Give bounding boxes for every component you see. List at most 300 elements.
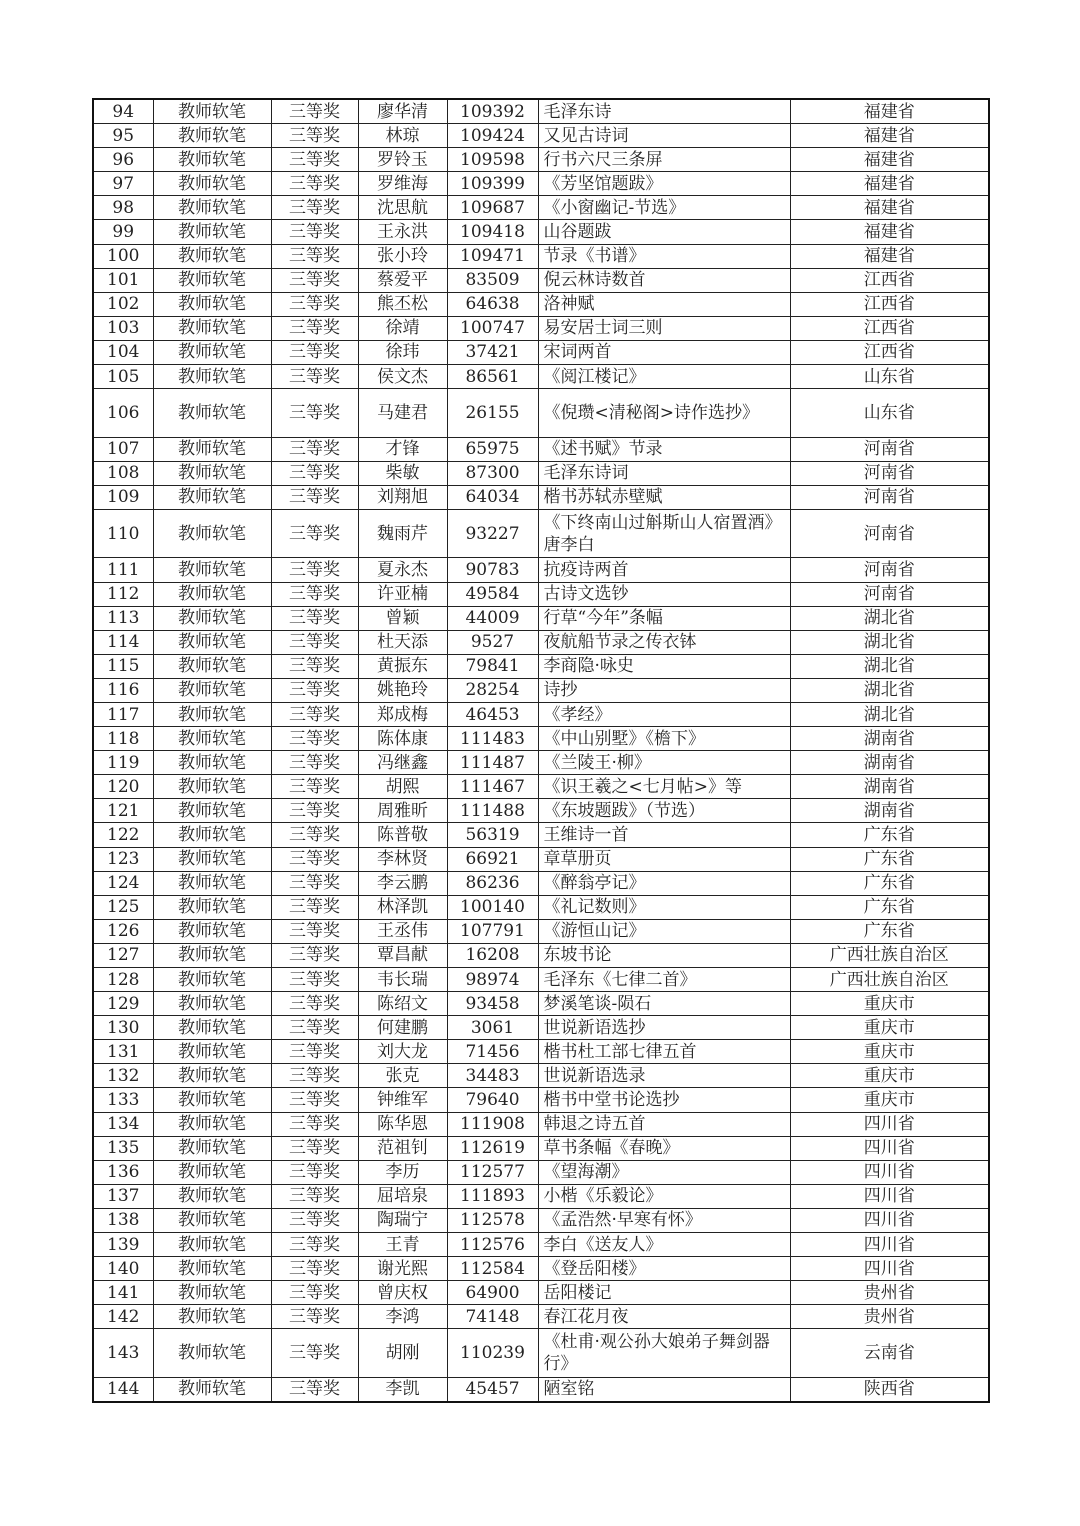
work-title-cell: 《孝经》 <box>538 702 790 726</box>
row-number-cell: 115 <box>93 654 153 678</box>
author-name-cell: 杜天添 <box>358 630 447 654</box>
entry-id-cell: 71456 <box>447 1040 538 1064</box>
entry-id-cell: 66921 <box>447 847 538 871</box>
entry-id-cell: 74148 <box>447 1305 538 1329</box>
work-title-cell: 山谷题跋 <box>538 220 790 244</box>
row-number-cell: 97 <box>93 172 153 196</box>
work-title-cell: 《望海潮》 <box>538 1160 790 1184</box>
entry-id-cell: 64638 <box>447 292 538 316</box>
entry-id-cell: 111893 <box>447 1184 538 1208</box>
category-cell: 教师软笔 <box>153 196 271 220</box>
entry-id-cell: 100140 <box>447 895 538 919</box>
author-name-cell: 黄振东 <box>358 654 447 678</box>
province-cell: 河南省 <box>790 558 989 582</box>
entry-id-cell: 64034 <box>447 485 538 509</box>
province-cell: 广东省 <box>790 823 989 847</box>
category-cell: 教师软笔 <box>153 775 271 799</box>
award-level-cell: 三等奖 <box>271 220 358 244</box>
province-cell: 贵州省 <box>790 1281 989 1305</box>
entry-id-cell: 109598 <box>447 148 538 172</box>
work-title-cell: 韩退之诗五首 <box>538 1112 790 1136</box>
work-title-cell: 易安居士词三则 <box>538 316 790 340</box>
author-name-cell: 王永洪 <box>358 220 447 244</box>
province-cell: 广东省 <box>790 847 989 871</box>
row-number-cell: 128 <box>93 968 153 992</box>
province-cell: 四川省 <box>790 1136 989 1160</box>
row-number-cell: 140 <box>93 1257 153 1281</box>
table-row <box>93 389 989 438</box>
table-row <box>93 1064 989 1088</box>
province-cell: 湖南省 <box>790 775 989 799</box>
award-level-cell: 三等奖 <box>271 895 358 919</box>
row-number-cell: 119 <box>93 751 153 775</box>
author-name-cell: 魏雨芹 <box>358 509 447 558</box>
table-row <box>93 727 989 751</box>
award-level-cell: 三等奖 <box>271 558 358 582</box>
author-name-cell: 冯继鑫 <box>358 751 447 775</box>
entry-id-cell: 93458 <box>447 992 538 1016</box>
row-number-cell: 107 <box>93 437 153 461</box>
row-number-cell: 98 <box>93 196 153 220</box>
province-cell: 山东省 <box>790 365 989 389</box>
award-level-cell: 三等奖 <box>271 316 358 340</box>
category-cell: 教师软笔 <box>153 509 271 558</box>
entry-id-cell: 111483 <box>447 727 538 751</box>
category-cell: 教师软笔 <box>153 268 271 292</box>
table-row <box>93 847 989 871</box>
table-row <box>93 1160 989 1184</box>
work-title-cell: 陋室铭 <box>538 1377 790 1402</box>
category-cell: 教师软笔 <box>153 124 271 148</box>
author-name-cell: 马建君 <box>358 389 447 438</box>
row-number-cell: 142 <box>93 1305 153 1329</box>
author-name-cell: 侯文杰 <box>358 365 447 389</box>
category-cell: 教师软笔 <box>153 1233 271 1257</box>
province-cell: 福建省 <box>790 244 989 268</box>
table-row <box>93 1377 989 1402</box>
table-row <box>93 1136 989 1160</box>
entry-id-cell: 83509 <box>447 268 538 292</box>
row-number-cell: 130 <box>93 1016 153 1040</box>
award-level-cell: 三等奖 <box>271 654 358 678</box>
category-cell: 教师软笔 <box>153 1016 271 1040</box>
province-cell: 广东省 <box>790 895 989 919</box>
author-name-cell: 张小玲 <box>358 244 447 268</box>
entry-id-cell: 37421 <box>447 340 538 364</box>
row-number-cell: 138 <box>93 1208 153 1232</box>
entry-id-cell: 109471 <box>447 244 538 268</box>
category-cell: 教师软笔 <box>153 1305 271 1329</box>
entry-id-cell: 112584 <box>447 1257 538 1281</box>
work-title-cell: 李白《送友人》 <box>538 1233 790 1257</box>
row-number-cell: 121 <box>93 799 153 823</box>
row-number-cell: 136 <box>93 1160 153 1184</box>
entry-id-cell: 98974 <box>447 968 538 992</box>
table-row <box>93 871 989 895</box>
category-cell: 教师软笔 <box>153 316 271 340</box>
work-title-cell: 《芳坚馆题跋》 <box>538 172 790 196</box>
province-cell: 云南省 <box>790 1329 989 1378</box>
work-title-cell: 《识王羲之<七月帖>》等 <box>538 775 790 799</box>
work-title-cell: 《中山别墅》《檐下》 <box>538 727 790 751</box>
table-row <box>93 316 989 340</box>
table-row <box>93 99 989 124</box>
entry-id-cell: 112576 <box>447 1233 538 1257</box>
row-number-cell: 111 <box>93 558 153 582</box>
table-row <box>93 558 989 582</box>
table-row <box>93 461 989 485</box>
entry-id-cell: 111467 <box>447 775 538 799</box>
table-row <box>93 775 989 799</box>
table-row <box>93 992 989 1016</box>
table-row <box>93 1305 989 1329</box>
row-number-cell: 125 <box>93 895 153 919</box>
row-number-cell: 112 <box>93 582 153 606</box>
category-cell: 教师软笔 <box>153 678 271 702</box>
award-level-cell: 三等奖 <box>271 678 358 702</box>
province-cell: 河南省 <box>790 582 989 606</box>
work-title-cell: 梦溪笔谈-陨石 <box>538 992 790 1016</box>
work-title-cell: 夜航船节录之传衣钵 <box>538 630 790 654</box>
author-name-cell: 罗维海 <box>358 172 447 196</box>
table-row <box>93 895 989 919</box>
table-row <box>93 1040 989 1064</box>
work-title-cell: 《礼记数则》 <box>538 895 790 919</box>
entry-id-cell: 79841 <box>447 654 538 678</box>
work-title-cell: 《下终南山过斛斯山人宿置酒》唐李白 <box>538 509 790 558</box>
work-title-cell: 岳阳楼记 <box>538 1281 790 1305</box>
table-row <box>93 1281 989 1305</box>
category-cell: 教师软笔 <box>153 365 271 389</box>
category-cell: 教师软笔 <box>153 1281 271 1305</box>
row-number-cell: 94 <box>93 99 153 124</box>
award-level-cell: 三等奖 <box>271 1136 358 1160</box>
table-row <box>93 678 989 702</box>
author-name-cell: 沈思航 <box>358 196 447 220</box>
row-number-cell: 114 <box>93 630 153 654</box>
row-number-cell: 132 <box>93 1064 153 1088</box>
work-title-cell: 《杜甫·观公孙大娘弟子舞剑器行》 <box>538 1329 790 1378</box>
work-title-cell: 楷书中堂书论选抄 <box>538 1088 790 1112</box>
award-level-cell: 三等奖 <box>271 1377 358 1402</box>
award-level-cell: 三等奖 <box>271 1088 358 1112</box>
entry-id-cell: 86236 <box>447 871 538 895</box>
province-cell: 四川省 <box>790 1257 989 1281</box>
author-name-cell: 李云鹏 <box>358 871 447 895</box>
author-name-cell: 许亚楠 <box>358 582 447 606</box>
category-cell: 教师软笔 <box>153 148 271 172</box>
table-row <box>93 1208 989 1232</box>
author-name-cell: 李林贤 <box>358 847 447 871</box>
province-cell: 重庆市 <box>790 1016 989 1040</box>
province-cell: 江西省 <box>790 316 989 340</box>
author-name-cell: 曾颖 <box>358 606 447 630</box>
award-level-cell: 三等奖 <box>271 340 358 364</box>
row-number-cell: 123 <box>93 847 153 871</box>
row-number-cell: 99 <box>93 220 153 244</box>
table-row <box>93 1016 989 1040</box>
entry-id-cell: 93227 <box>447 509 538 558</box>
award-level-cell: 三等奖 <box>271 1281 358 1305</box>
province-cell: 山东省 <box>790 389 989 438</box>
award-level-cell: 三等奖 <box>271 968 358 992</box>
author-name-cell: 林琼 <box>358 124 447 148</box>
province-cell: 河南省 <box>790 485 989 509</box>
entry-id-cell: 65975 <box>447 437 538 461</box>
entry-id-cell: 46453 <box>447 702 538 726</box>
award-level-cell: 三等奖 <box>271 1208 358 1232</box>
author-name-cell: 柴敏 <box>358 461 447 485</box>
province-cell: 河南省 <box>790 509 989 558</box>
author-name-cell: 徐玮 <box>358 340 447 364</box>
work-title-cell: 李商隐·咏史 <box>538 654 790 678</box>
row-number-cell: 113 <box>93 606 153 630</box>
province-cell: 广东省 <box>790 919 989 943</box>
province-cell: 重庆市 <box>790 1088 989 1112</box>
author-name-cell: 何建鹏 <box>358 1016 447 1040</box>
award-level-cell: 三等奖 <box>271 244 358 268</box>
row-number-cell: 134 <box>93 1112 153 1136</box>
category-cell: 教师软笔 <box>153 1329 271 1378</box>
province-cell: 福建省 <box>790 148 989 172</box>
award-level-cell: 三等奖 <box>271 582 358 606</box>
category-cell: 教师软笔 <box>153 919 271 943</box>
award-level-cell: 三等奖 <box>271 1040 358 1064</box>
award-level-cell: 三等奖 <box>271 1257 358 1281</box>
table-row <box>93 919 989 943</box>
category-cell: 教师软笔 <box>153 992 271 1016</box>
row-number-cell: 135 <box>93 1136 153 1160</box>
table-row <box>93 437 989 461</box>
author-name-cell: 陈华恩 <box>358 1112 447 1136</box>
award-level-cell: 三等奖 <box>271 823 358 847</box>
category-cell: 教师软笔 <box>153 1184 271 1208</box>
table-row <box>93 485 989 509</box>
row-number-cell: 120 <box>93 775 153 799</box>
category-cell: 教师软笔 <box>153 485 271 509</box>
award-level-cell: 三等奖 <box>271 1233 358 1257</box>
award-level-cell: 三等奖 <box>271 919 358 943</box>
author-name-cell: 才锋 <box>358 437 447 461</box>
table-row <box>93 823 989 847</box>
work-title-cell: 小楷《乐毅论》 <box>538 1184 790 1208</box>
province-cell: 湖北省 <box>790 606 989 630</box>
table-row <box>93 582 989 606</box>
province-cell: 重庆市 <box>790 1040 989 1064</box>
award-level-cell: 三等奖 <box>271 365 358 389</box>
award-level-cell: 三等奖 <box>271 1329 358 1378</box>
entry-id-cell: 44009 <box>447 606 538 630</box>
province-cell: 湖北省 <box>790 702 989 726</box>
table-row <box>93 220 989 244</box>
work-title-cell: 草书条幅《春晚》 <box>538 1136 790 1160</box>
author-name-cell: 张克 <box>358 1064 447 1088</box>
row-number-cell: 126 <box>93 919 153 943</box>
row-number-cell: 106 <box>93 389 153 438</box>
work-title-cell: 《阅江楼记》 <box>538 365 790 389</box>
province-cell: 贵州省 <box>790 1305 989 1329</box>
row-number-cell: 102 <box>93 292 153 316</box>
province-cell: 广西壮族自治区 <box>790 968 989 992</box>
award-level-cell: 三等奖 <box>271 1064 358 1088</box>
row-number-cell: 109 <box>93 485 153 509</box>
province-cell: 湖南省 <box>790 727 989 751</box>
province-cell: 重庆市 <box>790 992 989 1016</box>
table-row <box>93 244 989 268</box>
award-level-cell: 三等奖 <box>271 871 358 895</box>
author-name-cell: 韦长瑞 <box>358 968 447 992</box>
category-cell: 教师软笔 <box>153 1112 271 1136</box>
work-title-cell: 古诗文选钞 <box>538 582 790 606</box>
row-number-cell: 116 <box>93 678 153 702</box>
category-cell: 教师软笔 <box>153 606 271 630</box>
author-name-cell: 胡熙 <box>358 775 447 799</box>
entry-id-cell: 109687 <box>447 196 538 220</box>
entry-id-cell: 49584 <box>447 582 538 606</box>
table-row <box>93 365 989 389</box>
category-cell: 教师软笔 <box>153 389 271 438</box>
work-title-cell: 《述书赋》节录 <box>538 437 790 461</box>
work-title-cell: 《孟浩然·早寒有怀》 <box>538 1208 790 1232</box>
award-level-cell: 三等奖 <box>271 268 358 292</box>
award-level-cell: 三等奖 <box>271 943 358 967</box>
table-row <box>93 292 989 316</box>
work-title-cell: 《小窗幽记-节选》 <box>538 196 790 220</box>
award-level-cell: 三等奖 <box>271 1305 358 1329</box>
province-cell: 湖北省 <box>790 630 989 654</box>
author-name-cell: 陈绍文 <box>358 992 447 1016</box>
row-number-cell: 101 <box>93 268 153 292</box>
work-title-cell: 洛神赋 <box>538 292 790 316</box>
row-number-cell: 141 <box>93 1281 153 1305</box>
award-level-cell: 三等奖 <box>271 630 358 654</box>
category-cell: 教师软笔 <box>153 461 271 485</box>
entry-id-cell: 100747 <box>447 316 538 340</box>
author-name-cell: 陈体康 <box>358 727 447 751</box>
entry-id-cell: 112578 <box>447 1208 538 1232</box>
category-cell: 教师软笔 <box>153 727 271 751</box>
work-title-cell: 《倪瓒<清秘阁>诗作选抄》 <box>538 389 790 438</box>
award-level-cell: 三等奖 <box>271 775 358 799</box>
row-number-cell: 124 <box>93 871 153 895</box>
entry-id-cell: 111908 <box>447 1112 538 1136</box>
province-cell: 湖北省 <box>790 654 989 678</box>
entry-id-cell: 110239 <box>447 1329 538 1378</box>
author-name-cell: 覃昌献 <box>358 943 447 967</box>
work-title-cell: 《兰陵王·柳》 <box>538 751 790 775</box>
category-cell: 教师软笔 <box>153 220 271 244</box>
work-title-cell: 世说新语选录 <box>538 1064 790 1088</box>
province-cell: 广西壮族自治区 <box>790 943 989 967</box>
category-cell: 教师软笔 <box>153 99 271 124</box>
table-row <box>93 1233 989 1257</box>
award-level-cell: 三等奖 <box>271 727 358 751</box>
table-row <box>93 509 989 558</box>
row-number-cell: 117 <box>93 702 153 726</box>
province-cell: 广东省 <box>790 871 989 895</box>
awards-table <box>92 98 990 1403</box>
row-number-cell: 143 <box>93 1329 153 1378</box>
entry-id-cell: 34483 <box>447 1064 538 1088</box>
category-cell: 教师软笔 <box>153 1257 271 1281</box>
author-name-cell: 林泽凯 <box>358 895 447 919</box>
category-cell: 教师软笔 <box>153 244 271 268</box>
category-cell: 教师软笔 <box>153 340 271 364</box>
award-level-cell: 三等奖 <box>271 509 358 558</box>
award-level-cell: 三等奖 <box>271 461 358 485</box>
province-cell: 福建省 <box>790 124 989 148</box>
table-row <box>93 1329 989 1378</box>
work-title-cell: 章草册页 <box>538 847 790 871</box>
entry-id-cell: 109418 <box>447 220 538 244</box>
table-row <box>93 1184 989 1208</box>
work-title-cell: 毛泽东《七律二首》 <box>538 968 790 992</box>
province-cell: 四川省 <box>790 1208 989 1232</box>
author-name-cell: 熊丕松 <box>358 292 447 316</box>
work-title-cell: 《游恒山记》 <box>538 919 790 943</box>
entry-id-cell: 109392 <box>447 99 538 124</box>
work-title-cell: 东坡书论 <box>538 943 790 967</box>
category-cell: 教师软笔 <box>153 1160 271 1184</box>
award-level-cell: 三等奖 <box>271 1184 358 1208</box>
table-row <box>93 196 989 220</box>
row-number-cell: 131 <box>93 1040 153 1064</box>
work-title-cell: 春江花月夜 <box>538 1305 790 1329</box>
author-name-cell: 范祖钊 <box>358 1136 447 1160</box>
work-title-cell: 世说新语选抄 <box>538 1016 790 1040</box>
table-row <box>93 799 989 823</box>
category-cell: 教师软笔 <box>153 437 271 461</box>
award-level-cell: 三等奖 <box>271 99 358 124</box>
author-name-cell: 李鸿 <box>358 1305 447 1329</box>
table-row <box>93 340 989 364</box>
row-number-cell: 129 <box>93 992 153 1016</box>
entry-id-cell: 112619 <box>447 1136 538 1160</box>
category-cell: 教师软笔 <box>153 582 271 606</box>
author-name-cell: 蔡爱平 <box>358 268 447 292</box>
table-row <box>93 148 989 172</box>
entry-id-cell: 86561 <box>447 365 538 389</box>
row-number-cell: 139 <box>93 1233 153 1257</box>
author-name-cell: 陶瑞宁 <box>358 1208 447 1232</box>
table-row <box>93 124 989 148</box>
entry-id-cell: 3061 <box>447 1016 538 1040</box>
entry-id-cell: 111488 <box>447 799 538 823</box>
table-row <box>93 654 989 678</box>
category-cell: 教师软笔 <box>153 751 271 775</box>
entry-id-cell: 45457 <box>447 1377 538 1402</box>
author-name-cell: 刘大龙 <box>358 1040 447 1064</box>
row-number-cell: 133 <box>93 1088 153 1112</box>
author-name-cell: 钟维军 <box>358 1088 447 1112</box>
author-name-cell: 郑成梅 <box>358 702 447 726</box>
award-level-cell: 三等奖 <box>271 751 358 775</box>
table-row <box>93 751 989 775</box>
award-level-cell: 三等奖 <box>271 148 358 172</box>
province-cell: 福建省 <box>790 99 989 124</box>
row-number-cell: 127 <box>93 943 153 967</box>
province-cell: 重庆市 <box>790 1064 989 1088</box>
award-level-cell: 三等奖 <box>271 292 358 316</box>
province-cell: 四川省 <box>790 1184 989 1208</box>
award-level-cell: 三等奖 <box>271 992 358 1016</box>
province-cell: 四川省 <box>790 1233 989 1257</box>
author-name-cell: 廖华清 <box>358 99 447 124</box>
author-name-cell: 罗铃玉 <box>358 148 447 172</box>
award-level-cell: 三等奖 <box>271 172 358 196</box>
work-title-cell: 又见古诗词 <box>538 124 790 148</box>
row-number-cell: 96 <box>93 148 153 172</box>
